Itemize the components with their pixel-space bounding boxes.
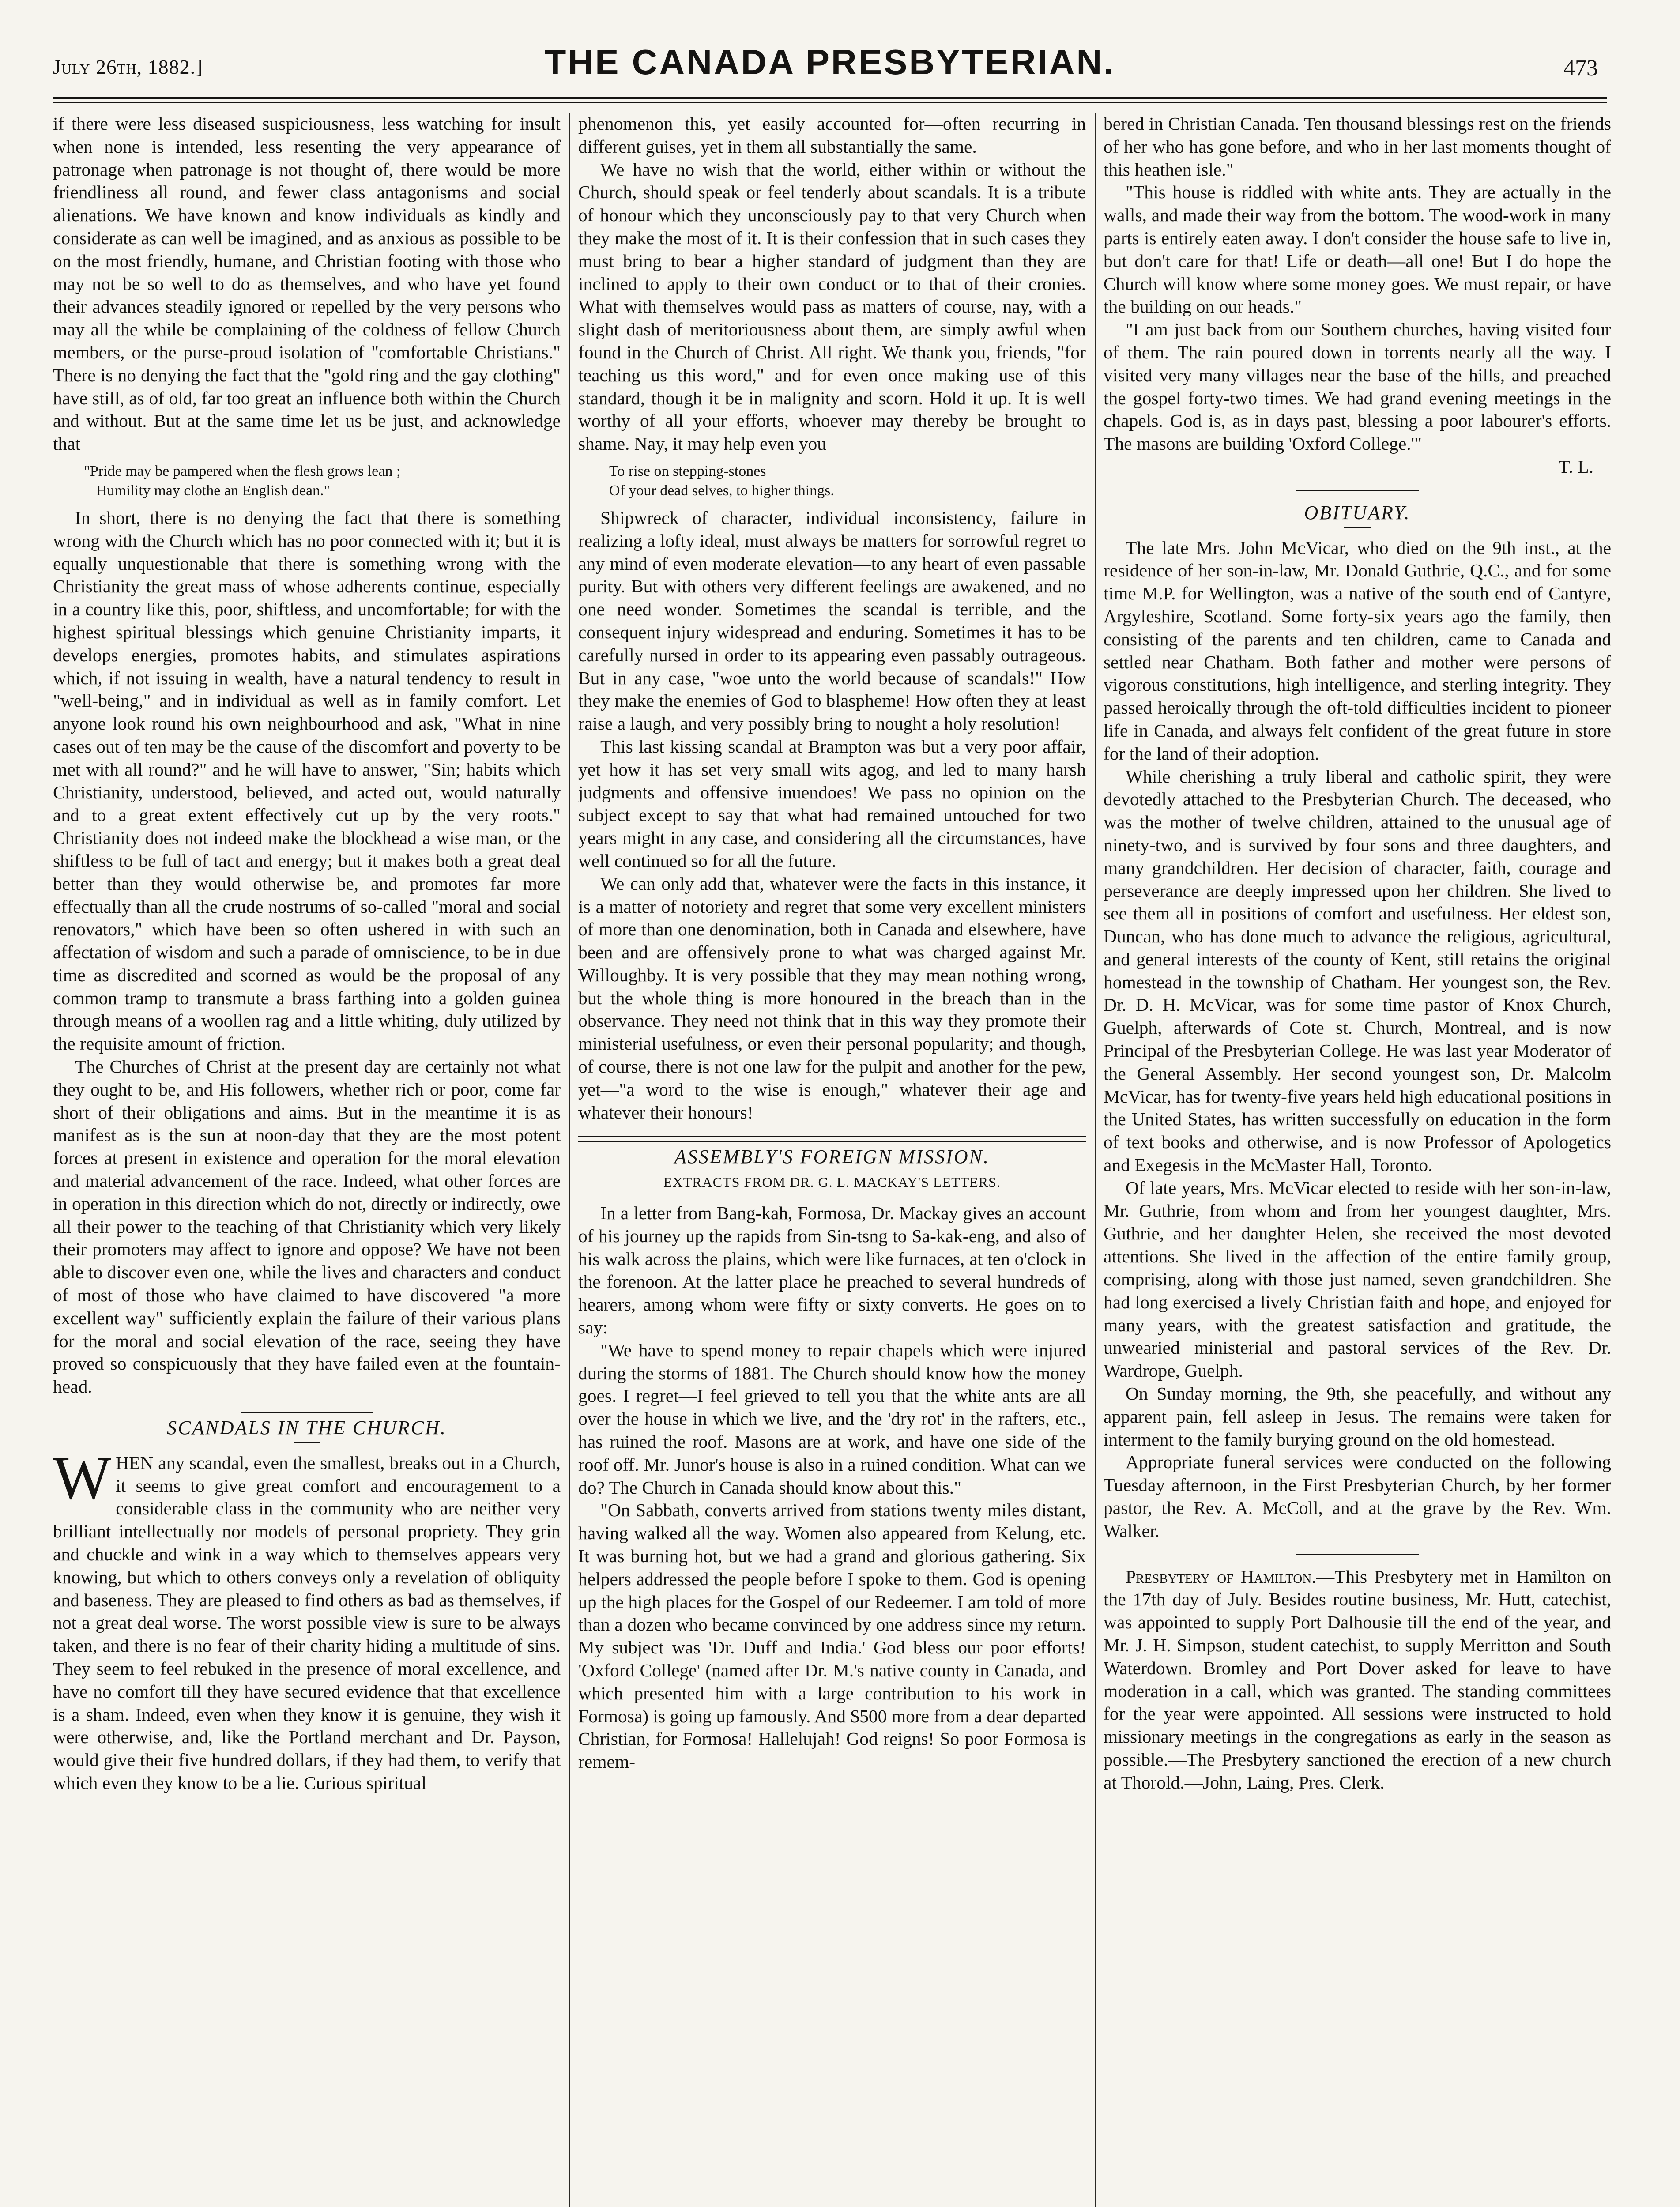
paragraph-text: HEN any scandal, even the smallest, breaks out in a Church, it seems to give great comfort and encouragement to a considerable class in the community who are neither very brilliant intellectually nor models of personal propriety. They grin and chuckle and wink in a way which to themselves appears very knowing, but which to others conveys only a revelation of obliquity and baseness. They are pleased to find others as bad as themselves, if not a great deal worse. The worst possible view is sure to be always taken, and there is no fear of their charity hiding a multitude of sins. They seem to feel rebuked in the presence of moral excellence, and have no comfort till they have secured evidence that that excellence is a sham. Indeed, even when they know it is genuine, they wish it were otherwise, and, like the Portland merchant and Dr. Payson, would give their five hundred dollars, if they had them, to verify that which even they know to be a lie. Curious spiritual — [53, 1452, 561, 1793]
paragraph: We have no wish that the world, either within or without the Church, should speak or feel tenderly about scandals. It is a tribute of honour which they unconsciously pay to that very Church when they make the most of it. It is their confession that in such cases they must bring to bear a higher standard of judgment than they are inclined to apply to their own conduct or to that of their cronies. What with themselves would pass as matters of course, nay, with a slight dash of meritoriousness about them, are simply awful when found in the Church of Christ. All right. We thank you, friends, "for teaching us this word," and for even once making use of this standard, though it be in malignity and scorn. Hold it up. It is well worthy of all your efforts, whoever may thereby be brought to shame. Nay, it may help even you — [578, 159, 1086, 454]
paragraph: This last kissing scandal at Brampton was but a very poor affair, yet how it has set very small wits agog, and led to many harsh judgments and offensive inuendoes! We pass no opinion on the subject except to say that what had remained untouched for two years might in any case, and considering all the circumstances, have well continued so for all the future. — [578, 736, 1086, 871]
paragraph: "We have to spend money to repair chapels which were injured during the storms of 1881. The Church should know how the money goes. I regret—I feel grieved to tell you that the white ants are all over the house in which we live, and the 'dry rot' in the rafters, etc., has ruined the roof. Masons are at work, and have one side of the roof off. Mr. Junor's house is also in a ruined condition. What can we do? The Church in Canada should know about this." — [578, 1340, 1086, 1498]
section-title-assembly: ASSEMBLY'S FOREIGN MISSION. — [674, 1146, 990, 1168]
paragraph: Of late years, Mrs. McVicar elected to reside with her son-in-law, Mr. Guthrie, from whom and from her youngest daughter, Mrs. Guthrie, and her daughter Helen, she received the most devoted attentions. She lived in the affection of the entire family group, comprising, along with those just named, seven grandchildren. She had long exercised a lively Christian faith and hope, and enjoyed for many years, with the greatest satisfaction and gratitude, the unwearied ministerial and pastoral services of the Rev. Dr. Wardrope, Guelph. — [1104, 1177, 1611, 1381]
column-divider-1 — [569, 113, 570, 2207]
section-title-obituary: OBITUARY. — [1304, 501, 1411, 524]
paragraph: While cherishing a truly liberal and catholic spirit, they were devotedly attached to the Presbyterian Church. The deceased, who was the mother of twelve children, attained to the unusual age of ninety-two, and is survived by four sons and three daughters, and many grandchildren. Her decision of character, faith, courage and perseverance are deeply impressed upon her children. She lived to see them all in positions of comfort and usefulness. Her eldest son, Duncan, who has done much to advance the religious, agricultural, and general interests of the county of Kent, still retains the original homestead in the township of Chatham. Her youngest son, the Rev. Dr. D. H. McVicar, was for some time pastor of Knox Church, Guelph, afterwards of Cote st. Church, Montreal, and is now Principal of the Presbyterian College. He was last year Moderator of the General Assembly. Her second youngest son, Dr. Malcolm McVicar, has for twenty-five years held high educational positions in the United States, has written successfully on education in the form of text books and otherwise, and is now Professor of Apologetics and Exegesis in the McMaster Hall, Toronto. — [1104, 766, 1611, 1175]
paragraph: In short, there is no denying the fact that there is something wrong with the Church which has no poor connected with it; but it is equally unquestionable that there is something wrong with the Christianity the great mass of whose adherents continue, especially in a country like this, poor, shiftless, and uncomfortable; for with the highest spiritual blessings which genuine Christianity imparts, it develops energies, promotes habits, and stimulates aspirations which, if not issuing in wealth, have a natural tendency to result in "well-being," and in individual as well as in family comfort. Let anyone look round his own neighbourhood and ask, "What in nine cases out of ten may be the cause of the discomfort and poverty to be met with all round?" and he will have to answer, "Sin; habits which Christianity, understood, believed, and acted out, would naturally and to a great extent effectively cut up by the very roots." Christianity does not indeed make the blockhead a wise man, or the shiftless to be full of tact and energy; but it makes both a great deal better than they would otherwise be, and promotes far more effectually than all the crude nostrums of so-called "moral and social renovators," which have been so often ushered in with such an affectation of wisdom and such a parade of omniscience, to be in due time as discredited and scorned as would be the proposal of any common tramp to transmute a brass farthing into a golden guinea through means of a woollen rag and a little whiting, duly utilized by the requisite amount of friction. — [53, 507, 561, 1054]
signature: T. L. — [1559, 456, 1593, 477]
page-number: 473 — [1563, 56, 1598, 81]
quote-line: To rise on stepping-stones — [609, 463, 766, 479]
title-underline — [294, 1442, 320, 1443]
verse-quote — [609, 462, 1086, 501]
column-divider-2 — [1095, 113, 1096, 2207]
title-underline — [1344, 527, 1371, 528]
paragraph: bered in Christian Canada. Ten thousand blessings rest on the friends of her who has gone before, and who in her last moments thought of this heathen isle." — [1104, 113, 1611, 180]
paragraph: "I am just back from our Southern churches, having visited four of them. The rain poured down in torrents nearly all the way. I visited very many villages near the base of the hills, and preached the gospel forty-two times. We had grand evening meetings in the chapels. God is, as in days past, blessing a poor labourer's efforts. The masons are building 'Oxford College.'" — [1104, 319, 1611, 454]
quote-line: Humility may clothe an English dean." — [96, 482, 330, 499]
paragraph: Appropriate funeral services were conducted on the following Tuesday afternoon, in the First Presbyterian Church, by her former pastor, the Rev. A. McColl, and at the grave by the Rev. Wm. Walker. — [1104, 1452, 1611, 1541]
section-rule-thin — [578, 1141, 1086, 1142]
paragraph: On Sunday morning, the 9th, she peacefully, and without any apparent pain, fell asleep in Jesus. The remains were taken for interment to the family burying ground on the old homestead. — [1104, 1383, 1611, 1450]
verse-quote — [84, 462, 561, 501]
column-1 — [53, 113, 561, 2207]
section-rule — [1296, 1554, 1419, 1555]
paragraph: We can only add that, whatever were the facts in this instance, it is a matter of notoriety and regret that some very excellent ministers of more than one denomination, both in Canada and elsewhere, have been and are offensively prone to what was charged against Mr. Willoughby. It is very possible that they may mean nothing wrong, but the whole thing is more honoured in the breach than in the observance. They need not think that in this way they promote their ministerial usefulness, or even their personal popularity; and though, of course, there is not one law for the pulpit and another for the pew, yet—"a word to the wise is enough," whatever their age and whatever their honours! — [578, 873, 1086, 1122]
paragraph-presbytery — [1104, 1566, 1611, 1794]
paragraph: Shipwreck of character, individual inconsistency, failure in realizing a lofty ideal, must always be matters for sorrowful regret to any mind of even moderate elevation—to any heart of even passable purity. But with others very different feelings are awakened, and no one need wonder. Sometimes the scandal is terrible, and the consequent injury widespread and enduring. Sometimes it has to be carefully nursed in order to its appearing even passably outrageous. But in any case, "woe unto the world because of scandals!" How they make the enemies of God to blaspheme! How often they at least raise a laugh, and very possibly bring to nought a holy resolution! — [578, 507, 1086, 734]
masthead-title: THE CANADA PRESBYTERIAN. — [544, 42, 1115, 82]
paragraph: "On Sabbath, converts arrived from stations twenty miles distant, having walked all the way. Women also appeared from Kelung, etc. It was burning hot, but we had a grand and glorious gathering. Six helpers addressed the people before I spoke to them. God is opening up the high places for the Gospel of our Redeemer. I am told of more than a dozen who became convinced by one address since my return. My subject was 'Dr. Duff and India.' God bless our poor efforts! 'Oxford College' (named after Dr. M.'s native county in Canada, and which presented him with a large contribution to his work in Formosa) is going up famously. And $500 more from a dear departed Christian, for Formosa! Hallelujah! God reigns! So poor Formosa is remem- — [578, 1500, 1086, 1772]
paragraph: phenomenon this, yet easily accounted for—often recurring in different guises, yet in them all substantially the same. — [578, 113, 1086, 157]
section-subtitle: EXTRACTS FROM DR. G. L. MACKAY'S LETTERS. — [663, 1174, 1001, 1190]
page-header — [53, 42, 1607, 93]
section-rule — [241, 1412, 373, 1413]
quote-line: "Pride may be pampered when the flesh grows lean ; — [84, 463, 401, 479]
header-rule-thin — [53, 102, 1607, 103]
section-rule — [1296, 490, 1419, 491]
column-2 — [578, 113, 1086, 2207]
paragraph-text: —This Presbytery met in Hamilton on the 17th day of July. Besides routine business, Mr. Hutt, catechist, was appointed to supply Port Dalhousie till the end of the year, and Mr. J. H. Simpson, student catechist, to supply Merritton and South Waterdown. Bromley and Port Dover asked for leave to have moderation in a call, which was granted. The standing committees for the year were appointed. All sessions were instructed to hold missionary meetings in the congregations as early in the season as possible.—The Presbytery sanctioned the erection of a new church at Thorold.—John, Laing, Pres. Clerk. — [1104, 1566, 1611, 1793]
paragraph-lead: Presbytery of Hamilton. — [1126, 1566, 1316, 1587]
paragraph-with-dropcap — [53, 1443, 561, 1795]
issue-date: July 26th, 1882.] — [53, 56, 203, 78]
header-rule — [53, 97, 1607, 99]
paragraph: In a letter from Bang-kah, Formosa, Dr. Mackay gives an account of his journey up the rapids from Sin-tsng to Sa-kak-eng, and also of his walk across the plains, which were like furnaces, at ten o'clock in the forenoon. At the latter place he preached to several hundreds of hearers, among whom were fifty or sixty converts. He goes on to say: — [578, 1203, 1086, 1338]
paragraph: The late Mrs. John McVicar, who died on the 9th inst., at the residence of her son-in-law, Mr. Donald Guthrie, Q.C., and for some time M.P. for Wellington, was a native of the south end of Cantyre, Argyleshire, Scotland. Some forty-six years ago the family, then consisting of the parents and ten children, came to Canada and settled near Chatham. Both father and mother were persons of vigorous constitutions, high intelligence, and sterling integrity. They passed heroically through the oft-told difficulties incident to pioneer life in Canada, and always felt confident of the great future in store for the land of their adoption. — [1104, 537, 1611, 764]
section-title-scandals: SCANDALS IN THE CHURCH. — [167, 1417, 447, 1439]
column-3 — [1104, 113, 1611, 2207]
quote-line: Of your dead selves, to higher things. — [609, 482, 834, 499]
section-rule — [578, 1136, 1086, 1137]
drop-cap: W — [53, 1443, 112, 1512]
paragraph: The Churches of Christ at the present day are certainly not what they ought to be, and His followers, whether rich or poor, come far short of their obligations and aims. But in the meantime it is as manifest as is the sun at noon-day that they are the most potent forces at present in existence and operation for the moral elevation and material advancement of the race. Indeed, what other forces are in operation in this direction which do not, directly or indirectly, owe all their power to the teaching of that Christianity which very likely their promoters may affect to ignore and oppose? We have not been able to discover even one, while the lives and characters and conduct of most of those who have claimed to have discovered "a more excellent way" sufficiently explain the failure of their various plans for the moral and social elevation of the race, seeing they have proved so conspicuously that they have failed even at the fountain-head. — [53, 1056, 561, 1397]
paragraph: "This house is riddled with white ants. They are actually in the walls, and made their way from the bottom. The wood-work in many parts is entirely eaten away. I don't consider the house safe to live in, but don't care for that! Life or death—all one! But I do hope the Church will know where some money goes. We must repair, or have the building on our heads." — [1104, 182, 1611, 317]
paragraph: if there were less diseased suspiciousness, less watching for insult when none is intended, less resenting the very appearance of patronage when patronage is not thought of, there would be more friendliness all round, and fewer class antagonisms and social alienations. We have known and know individuals as kindly and considerate as can well be imagined, and as anxious as possible to be on the most friendly, humane, and Christian footing with those who may not be so well to do as themselves, and who have yet found their advances steadily ignored or repelled by the very persons who may all the while be complaining of the coldness of fellow Church members, or the purse-proud isolation of "comfortable Christians." There is no denying the fact that the "gold ring and the gay clothing" have still, as of old, far too great an influence both within the Church and without. But at the same time let us be just, and acknowledge that — [53, 113, 561, 454]
